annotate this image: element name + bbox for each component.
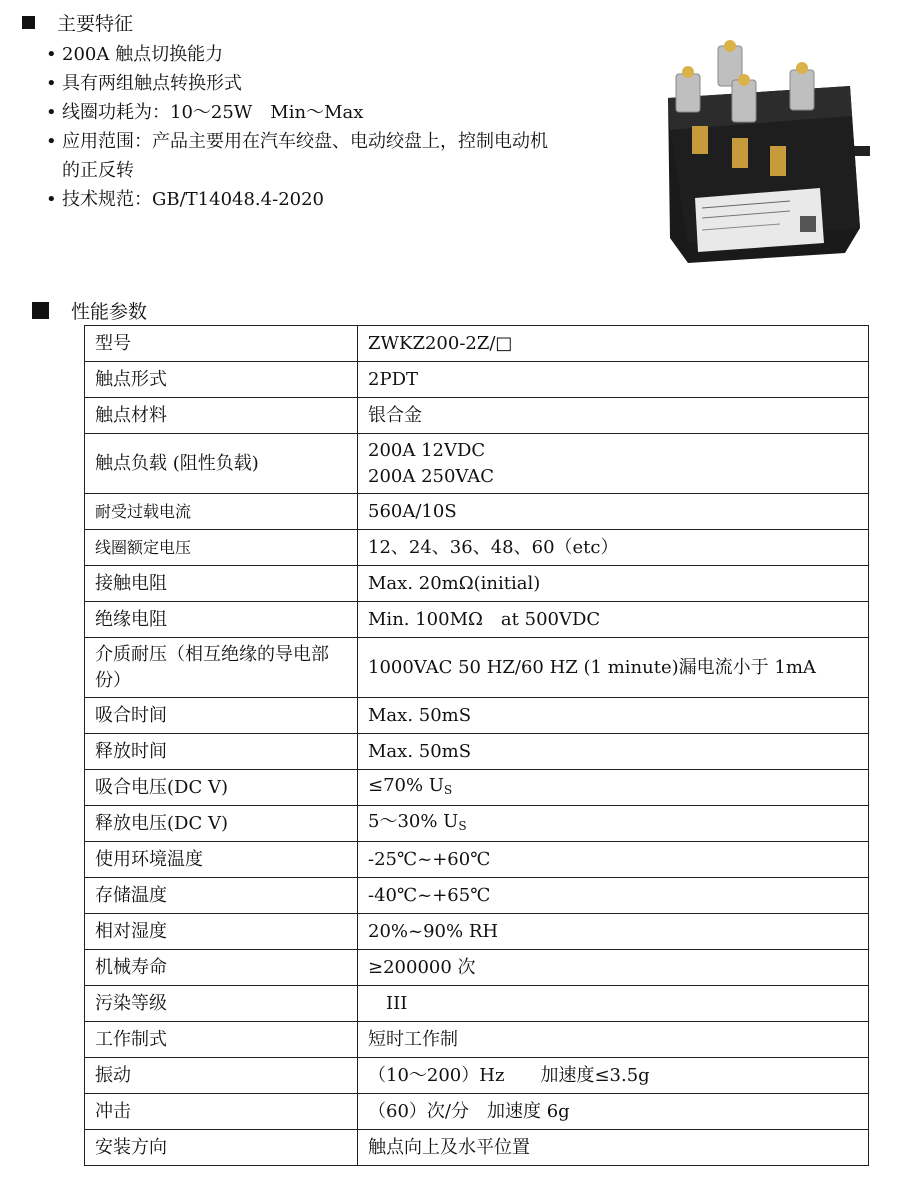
table-row — [85, 770, 869, 806]
param-name: 振动 — [85, 1058, 358, 1094]
param-name: 吸合电压(DC V) — [85, 770, 358, 806]
table-row — [85, 638, 869, 698]
param-value-text: 5～30% U — [368, 810, 459, 832]
table-row — [85, 806, 869, 842]
param-name: 机械寿命 — [85, 950, 358, 986]
table-row — [85, 326, 869, 362]
param-value-text: ≤70% U — [368, 774, 444, 796]
features-heading-text: 主要特征 — [57, 13, 134, 35]
param-name: 使用环境温度 — [85, 842, 358, 878]
param-name: 释放时间 — [85, 734, 358, 770]
param-name: 接触电阻 — [85, 566, 358, 602]
param-value — [358, 434, 869, 494]
param-value: Max. 50mS — [358, 698, 869, 734]
features-list — [44, 40, 564, 214]
param-name: 耐受过载电流 — [85, 494, 358, 530]
feature-item: • 具有两组触点转换形式 — [44, 69, 564, 98]
param-value: ZWKZ200-2Z/□ — [358, 326, 869, 362]
params-heading — [32, 297, 147, 324]
param-value: 触点向上及水平位置 — [358, 1130, 869, 1166]
relay-product-image — [640, 38, 875, 278]
param-name: 相对湿度 — [85, 914, 358, 950]
param-name: 安装方向 — [85, 1130, 358, 1166]
feature-item: • 技术规范：GB/T14048.4-2020 — [44, 185, 564, 214]
param-value: 银合金 — [358, 398, 869, 434]
param-value: -40℃~+65℃ — [358, 878, 869, 914]
param-value: III — [358, 986, 869, 1022]
param-name: 绝缘电阻 — [85, 602, 358, 638]
table-row — [85, 566, 869, 602]
table-row — [85, 1094, 869, 1130]
param-value: Min. 100MΩ at 500VDC — [358, 602, 869, 638]
subscript: S — [458, 818, 467, 833]
table-row — [85, 950, 869, 986]
param-value: 1000VAC 50 HZ/60 HZ (1 minute)漏电流小于 1mA — [358, 638, 869, 698]
param-name: 存储温度 — [85, 878, 358, 914]
table-row — [85, 494, 869, 530]
param-name: 介质耐压（相互绝缘的导电部份） — [85, 638, 358, 698]
table-row — [85, 878, 869, 914]
table-row — [85, 398, 869, 434]
param-value: Max. 20mΩ(initial) — [358, 566, 869, 602]
table-row — [85, 734, 869, 770]
feature-item: • 线圈功耗为：10～25W Min～Max — [44, 98, 564, 127]
feature-item: • 应用范围：产品主要用在汽车绞盘、电动绞盘上，控制电动机的正反转 — [44, 127, 564, 185]
table-row — [85, 914, 869, 950]
param-value: -25℃~+60℃ — [358, 842, 869, 878]
param-value — [358, 806, 869, 842]
table-row — [85, 530, 869, 566]
table-row — [85, 434, 869, 494]
param-name: 释放电压(DC V) — [85, 806, 358, 842]
param-value: ≥200000 次 — [358, 950, 869, 986]
table-row — [85, 842, 869, 878]
param-value — [358, 770, 869, 806]
table-row — [85, 602, 869, 638]
feature-item: • 200A 触点切换能力 — [44, 40, 564, 69]
param-name: 触点形式 — [85, 362, 358, 398]
param-name: 污染等级 — [85, 986, 358, 1022]
params-heading-text: 性能参数 — [71, 301, 148, 323]
param-value: 12、24、36、48、60（etc） — [358, 530, 869, 566]
param-value: 2PDT — [358, 362, 869, 398]
param-name: 触点负载 (阻性负载) — [85, 434, 358, 494]
param-value: 560A/10S — [358, 494, 869, 530]
param-value: 20%~90% RH — [358, 914, 869, 950]
param-value-line: 200A 250VAC — [368, 465, 494, 487]
spec-table — [84, 325, 869, 1166]
table-row — [85, 362, 869, 398]
param-name: 型号 — [85, 326, 358, 362]
param-value: （60）次/分 加速度 6g — [358, 1094, 869, 1130]
param-value: Max. 50mS — [358, 734, 869, 770]
table-row — [85, 986, 869, 1022]
param-name: 触点材料 — [85, 398, 358, 434]
table-row — [85, 1130, 869, 1166]
param-value-line: 200A 12VDC — [368, 439, 486, 461]
param-name: 冲击 — [85, 1094, 358, 1130]
param-name: 吸合时间 — [85, 698, 358, 734]
table-row — [85, 1022, 869, 1058]
param-name: 工作制式 — [85, 1022, 358, 1058]
subscript: S — [443, 782, 453, 797]
bullet-square-icon — [22, 16, 35, 29]
param-value: 短时工作制 — [358, 1022, 869, 1058]
features-heading — [22, 9, 133, 36]
table-row — [85, 698, 869, 734]
param-value: （10～200）Hz 加速度≤3.5g — [358, 1058, 869, 1094]
table-row — [85, 1058, 869, 1094]
bullet-square-icon — [32, 302, 49, 319]
param-name: 线圈额定电压 — [85, 530, 358, 566]
